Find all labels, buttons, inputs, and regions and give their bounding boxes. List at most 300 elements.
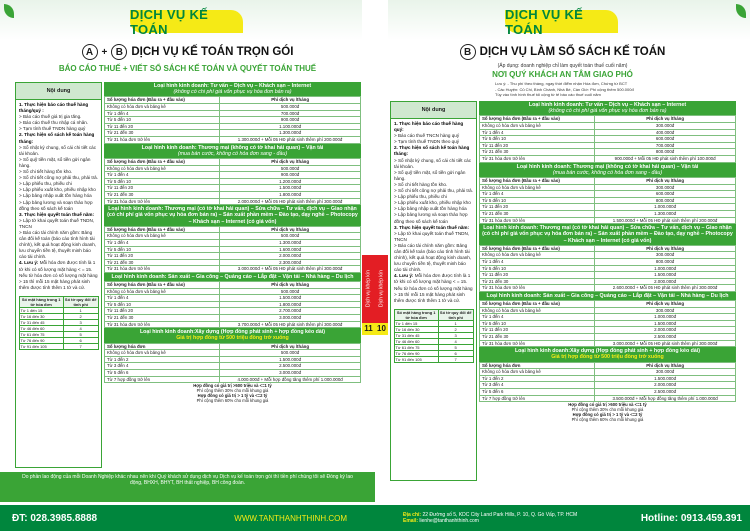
pricing-row xyxy=(105,117,361,124)
pricing-section xyxy=(479,292,736,347)
content-line xyxy=(394,121,473,133)
content-line xyxy=(394,231,473,243)
pricing-cell: Không có hóa đơn và bảng kê xyxy=(105,350,220,357)
content-text: > Sổ chi tiết công nợ phải thu, phải trả. xyxy=(19,175,98,181)
section-title xyxy=(104,205,361,226)
pricing-row xyxy=(105,321,361,328)
mini-cell: Từ 1 đến 15 xyxy=(394,320,438,326)
content-text: > Tạm tính thuế TNDN theo quý xyxy=(394,139,460,145)
content-line xyxy=(394,158,473,170)
pricing-cell: 2.000.000đ xyxy=(595,327,736,334)
mini-cell: Từ 46 đến 60 xyxy=(394,338,438,344)
content-line xyxy=(394,212,473,224)
note-line: - Các Huyện: Củ Chi, Bình Chánh, Nhà Bè, Cần Giờ: Phí cộng thêm 500.000đ xyxy=(495,86,634,92)
section-heading xyxy=(0,44,375,60)
content-line xyxy=(394,243,473,273)
side-tab: Dịch vụ khép kín xyxy=(362,255,375,323)
pricing-row xyxy=(480,258,736,265)
mini-cell: 2 xyxy=(63,313,98,319)
footnote-line: Hợp đồng có giá trị > 1 tỷ và <=2 tỷ xyxy=(197,393,268,399)
pricing-cell: Từ 11 đến 20 xyxy=(480,142,595,149)
content-text: > Sổ chi tiết hàng tồn kho. xyxy=(394,181,448,187)
pricing-row xyxy=(105,301,361,308)
pricing-tables xyxy=(479,101,736,481)
pricing-cell: Từ 5 đến 10 xyxy=(105,246,220,253)
pricing-header: Số lượng hóa đơn xyxy=(105,343,220,350)
section-title xyxy=(479,347,736,361)
section-title xyxy=(104,82,361,96)
pricing-cell: 3.700.000đ + Mỗi 05 HĐ phát sinh thêm phí 300.000đ xyxy=(220,321,361,328)
footnote-line: Phí cộng thêm 60% cho mỗi khung giá xyxy=(571,417,644,423)
pricing-cell: 1.800.000đ xyxy=(220,191,361,198)
pricing-row xyxy=(480,369,736,376)
footer xyxy=(0,505,375,531)
pricing-section xyxy=(104,273,361,328)
section-title-text: Loại hình kinh doanh: Thương mại (có tờ khai hải quan) – Sửa chữa – Tư vấn, dịch vụ – Giao nhận (có chi phí giá vốn phục vụ hóa đơn bán ra) – Sản xuất phần mềm – Đào tạo, dạy nghề – Photocopy – Khách sạn – Internet (có giá vốn) xyxy=(482,225,733,244)
mini-cell: Từ 61 đến 75 xyxy=(19,331,63,337)
pricing-row xyxy=(480,210,736,217)
section-title xyxy=(104,273,361,281)
pricing-cell: 800.000đ xyxy=(595,197,736,204)
pricing-table xyxy=(479,177,736,224)
pricing-cell: 800.000đ xyxy=(595,149,736,156)
pricing-cell: Từ 11 đến 20 xyxy=(105,308,220,315)
mini-cell: 4 xyxy=(438,338,473,344)
section-note: (không có chi phí giá vốn phục vụ hóa đơn bán ra) xyxy=(173,89,292,96)
mini-cell: 1 xyxy=(63,307,98,313)
pricing-header: Số lượng hóa đơn (Đầu ra + đầu vào) xyxy=(480,245,595,252)
pricing-cell: 500.000đ xyxy=(220,350,361,357)
pricing-cell: 1.300.000đ xyxy=(595,210,736,217)
mini-cell: 3 xyxy=(63,319,98,325)
pricing-cell: 4.000.000đ + Mỗi hợp đồng tăng thêm phí 1.000.000đ xyxy=(220,376,361,383)
pricing-cell: 300.000đ xyxy=(595,369,736,376)
pricing-row xyxy=(105,233,361,240)
pricing-cell: Từ 1 đến 4 xyxy=(480,258,595,265)
pricing-cell: 500.000đ xyxy=(220,104,361,111)
content-bold: 4. Lưu ý: xyxy=(19,260,39,266)
pricing-cell: 2.500.000đ xyxy=(220,363,361,370)
pricing-cell: Từ 21 đến 30 xyxy=(105,259,220,266)
pricing-cell: Từ 5 đến 10 xyxy=(105,117,220,124)
content-text xyxy=(391,119,476,306)
content-text: > Sổ chi tiết hàng tồn kho. xyxy=(19,169,73,175)
pricing-row xyxy=(105,315,361,322)
content-text: > Lập bảng lương và soạn thảo hợp đồng theo số sách kế toán xyxy=(19,199,93,211)
content-text: > Lập tờ khai quyết toán thuế TNDN, TNCN xyxy=(394,230,470,242)
pricing-row xyxy=(480,136,736,143)
contact-info xyxy=(375,512,577,525)
pricing-cell: Từ 11 đến 20 xyxy=(480,204,595,211)
content-bold: 1. Thực hiện báo cáo thuế hàng tháng/quý : xyxy=(19,102,89,114)
pricing-cell: Từ 21 đến 30 xyxy=(480,210,595,217)
pricing-header: Số lượng hóa đơn xyxy=(480,362,595,369)
content-line xyxy=(19,260,98,290)
plus-sign: + xyxy=(101,46,108,58)
pricing-cell: Từ 1 đến 4 xyxy=(480,129,595,136)
pricing-row xyxy=(105,185,361,192)
pricing-row xyxy=(105,370,361,377)
content-text: > Báo cáo tài chính năm gồm: Bảng cân đối kế toán (báo cáo tình hình tài chính), kết quả hoạt động kinh doanh, lưu chuyển tiền tệ, thuyết minh báo cáo tài chính. xyxy=(19,229,97,260)
pricing-header: Phí dịch vụ /tháng xyxy=(595,245,736,252)
pricing-header-row xyxy=(480,116,736,123)
content-column xyxy=(390,101,477,481)
note-line: Lưu ý: - Thu phí theo tháng, ngay thời điểm nhận Hóa đơn, Chứng từ BCT xyxy=(495,81,628,86)
pricing-cell: Từ 1 đến 4 xyxy=(480,191,595,198)
badge-b: B xyxy=(460,44,476,60)
pricing-cell: Từ 31 hóa đơn trở lên xyxy=(480,340,595,347)
banner-title: DỊCH VỤ KẾ TOÁN xyxy=(130,6,209,37)
notes xyxy=(495,81,634,98)
content-text: > Sổ quỹ tiền mặt, sổ tiền gửi ngân hàng. xyxy=(394,169,466,181)
pricing-cell: 300.000đ xyxy=(595,252,736,259)
pricing-cell: Từ 21 đến 30 xyxy=(480,149,595,156)
pricing-row xyxy=(105,198,361,205)
conversion-table xyxy=(19,296,99,350)
side-tab: Dịch vụ khép kín xyxy=(375,255,388,323)
pricing-cell: Từ 3 đến 4 xyxy=(105,363,220,370)
mini-cell: 3 xyxy=(438,332,473,338)
pricing-header: Phí dịch vụ /tháng xyxy=(220,226,361,233)
pricing-row xyxy=(480,191,736,198)
mini-cell: Từ 16 đến 30 xyxy=(394,326,438,332)
mini-cell: 6 xyxy=(63,337,98,343)
mini-cell: Từ 1 đến 15 xyxy=(19,307,63,313)
pricing-section xyxy=(104,328,361,383)
content-text: > Lập phiếu xuất kho, phiếu nhập kho xyxy=(394,200,471,206)
pricing-row xyxy=(105,172,361,179)
pricing-row xyxy=(480,155,736,162)
pricing-header: Phí dịch vụ /tháng xyxy=(595,177,736,184)
mini-cell: Từ 76 đến 90 xyxy=(19,337,63,343)
footnote-line: Hợp đồng có giá trị >500 triệu và <=1 tỷ xyxy=(568,402,647,408)
bottom-note xyxy=(0,472,375,502)
pricing-cell: 1.600.000đ xyxy=(220,246,361,253)
pricing-cell: 2.600.000đ + Mỗi 05 HĐ phát sinh thêm phí 300.000đ xyxy=(595,285,736,292)
pricing-row xyxy=(105,376,361,383)
pricing-header: Phí dịch vụ /tháng xyxy=(595,116,736,123)
pricing-cell: 500.000đ xyxy=(220,233,361,240)
pricing-row xyxy=(480,265,736,272)
pricing-cell: Từ 7 hợp đồng trở lên xyxy=(105,376,220,383)
content-bold: 4. Lưu ý: xyxy=(394,273,414,279)
footnote-line: Phí cộng thêm 60% cho mỗi khung giá xyxy=(196,398,269,404)
pricing-content xyxy=(390,101,736,481)
mini-cell: Từ 76 đến 90 xyxy=(394,350,438,356)
pricing-row xyxy=(480,320,736,327)
content-text: > Báo cáo tài chính năm gồm: Bảng cân đối kế toán (báo cáo tình hình tài chính), kết quả hoạt động kinh doanh, lưu chuyển tiền tệ, thuyết minh báo cáo tài chính. xyxy=(394,242,472,273)
pricing-header-row xyxy=(105,158,361,165)
pricing-cell: 1.500.000đ xyxy=(595,272,736,279)
section-title xyxy=(104,144,361,158)
section-title-text: Loại hình kinh doanh: Sản xuất – Gia công – Quảng cáo – Lắp đặt – Vận tải – Nhà hàng – Du lịch xyxy=(486,292,729,299)
pricing-cell: Từ 21 đến 30 xyxy=(480,334,595,341)
pricing-cell: Từ 5 đến 10 xyxy=(105,301,220,308)
pricing-cell: Từ 21 đến 30 xyxy=(105,315,220,322)
pricing-row xyxy=(480,123,736,130)
pricing-cell: Từ 1 đến 4 xyxy=(105,239,220,246)
pricing-table xyxy=(104,226,361,273)
content-line xyxy=(19,102,98,114)
content-text: > Lập bảng lương và soạn thảo hợp đồng theo số sách kế toán xyxy=(394,212,468,224)
mini-cell: 5 xyxy=(63,331,98,337)
footnote-line: Phí cộng thêm 30% cho mỗi khung giá xyxy=(571,407,644,413)
section-title-text: Loại hình kinh doanh: Sản xuất – Gia công – Quảng cáo – Lắp đặt – Vận tải – Nhà hàng – Du lịch xyxy=(111,273,354,280)
pricing-cell: 400.000đ xyxy=(595,129,736,136)
footer xyxy=(375,505,750,531)
pricing-cell: 700.000đ xyxy=(220,110,361,117)
content-text: > Tạm tính thuế TNDN hàng quý xyxy=(19,126,86,132)
pricing-cell: 1.500.000đ xyxy=(220,295,361,302)
badge-a: A xyxy=(82,44,98,60)
pricing-table xyxy=(479,300,736,347)
pricing-cell: 2.000.000đ xyxy=(220,253,361,260)
pricing-cell: Từ 31 hóa đơn trở lên xyxy=(105,198,220,205)
content-bold: 3. Thực hiện quyết toán thuế năm: xyxy=(394,224,470,230)
right-page xyxy=(375,0,750,531)
pricing-cell: 700.000đ xyxy=(595,142,736,149)
pricing-cell: Từ 7 hợp đồng trở lên xyxy=(480,395,595,402)
pricing-cell: Không có hóa đơn và bảng kê xyxy=(480,307,595,314)
content-line xyxy=(394,170,473,182)
pricing-cell: Từ 11 đến 20 xyxy=(105,185,220,192)
pricing-cell: 1.800.000đ xyxy=(220,301,361,308)
pricing-cell: 500.000đ xyxy=(220,288,361,295)
pricing-row xyxy=(105,165,361,172)
content-text: > Lập phiếu thu, phiếu chi xyxy=(19,181,72,187)
pricing-row xyxy=(480,389,736,396)
pricing-header: Số lượng hóa đơn (Đầu ra + đầu vào) xyxy=(480,301,595,308)
pricing-row xyxy=(480,375,736,382)
mini-header-row xyxy=(19,296,98,307)
content-column xyxy=(15,82,102,468)
section-title xyxy=(479,292,736,300)
mini-cell: 2 xyxy=(438,326,473,332)
pricing-row xyxy=(105,308,361,315)
pricing-cell: Từ 21 đến 30 xyxy=(105,130,220,137)
footnotes xyxy=(104,383,361,403)
website-link[interactable]: WWW.TANTHANHTHINH.COM xyxy=(234,513,347,523)
pricing-table xyxy=(104,96,361,143)
pricing-section xyxy=(104,82,361,144)
pricing-header: Phí dịch vụ /tháng xyxy=(220,343,361,350)
pricing-row xyxy=(105,178,361,185)
pricing-row xyxy=(105,288,361,295)
content-text: > Báo cáo thuế giá trị gia tăng. xyxy=(19,114,82,120)
email-link[interactable]: lienhe@tanthanhthinh.com xyxy=(419,518,479,524)
pricing-row xyxy=(105,123,361,130)
pricing-header-row xyxy=(480,245,736,252)
pricing-row xyxy=(480,340,736,347)
pricing-header-row xyxy=(105,226,361,233)
address-label: Địa chỉ: xyxy=(403,511,422,518)
phone-number[interactable]: ĐT: 028.3985.8888 xyxy=(12,512,98,524)
banner xyxy=(130,6,243,37)
pricing-row xyxy=(105,136,361,143)
pricing-table xyxy=(479,245,736,292)
pricing-cell: Từ 5 đến 10 xyxy=(480,136,595,143)
pricing-row xyxy=(480,327,736,334)
pricing-cell: 800.000đ xyxy=(595,258,736,265)
pricing-cell: Từ 11 đến 20 xyxy=(105,123,220,130)
pricing-cell: Từ 1 đến 2 xyxy=(105,356,220,363)
content-bold: 3. Thực hiện quyết toán thuế năm: xyxy=(19,211,95,217)
pricing-table xyxy=(104,343,361,384)
pricing-header: Phí dịch vụ /tháng xyxy=(595,301,736,308)
mini-row xyxy=(19,343,98,349)
pricing-header-row xyxy=(105,282,361,289)
section-title-text: Loại hình kinh doanh: Thương mại (không có tờ khai hải quan) – Vận tải xyxy=(516,163,699,170)
mini-header: Số mặt hàng trong 1 tờ hóa đơn xyxy=(394,309,438,320)
pricing-row xyxy=(480,314,736,321)
content-line xyxy=(19,200,98,212)
content-header: Nội dung xyxy=(391,102,476,119)
mini-row xyxy=(394,356,473,362)
pricing-cell: 1.500.000đ xyxy=(220,356,361,363)
pricing-cell: Từ 31 hóa đơn trở lên xyxy=(480,285,595,292)
mini-cell: 4 xyxy=(63,325,98,331)
section-note: (mua bán cước, không có hóa đơn sang - đầu) xyxy=(177,150,288,157)
mini-cell: Từ 91 đến 105 xyxy=(19,343,63,349)
pricing-header-row xyxy=(480,362,736,369)
pricing-cell: 2.000.000đ xyxy=(595,278,736,285)
pricing-cell: Từ 31 hóa đơn trở lên xyxy=(480,217,595,224)
pricing-cell: Từ 5 đến 10 xyxy=(480,197,595,204)
pricing-cell: Từ 5 đến 6 xyxy=(480,389,595,396)
mini-header: Số tờ quy đổi để tính phí xyxy=(439,309,472,320)
pricing-cell: 500.000đ xyxy=(220,165,361,172)
section-title xyxy=(479,224,736,245)
content-line xyxy=(19,157,98,169)
pricing-table xyxy=(479,362,736,403)
pricing-cell: 1.500.000đ + Mỗi 05 HĐ phát sinh thêm phí 200.000đ xyxy=(595,217,736,224)
pricing-cell: 900.000đ xyxy=(220,117,361,124)
pricing-cell: Từ 21 đến 30 xyxy=(480,278,595,285)
content-text: > Lập bảng nhập xuất tồn hàng hóa xyxy=(394,206,467,212)
content-text: > Báo cáo thuế TNCN hàng quý xyxy=(394,133,460,139)
section-title-text: Loại hình kinh doanh: Thương mại (không có tờ khai hải quan) – Vận tải xyxy=(141,144,324,151)
section-title: DỊCH VỤ KẾ TOÁN TRỌN GÓI xyxy=(131,46,294,58)
mini-cell: Từ 16 đến 30 xyxy=(19,313,63,319)
section-title-text: Loại hình kinh doanh:Xây dựng (Hợp đồng phát sinh + hợp đồng kéo dài) xyxy=(514,348,701,355)
pricing-header: Số lượng hóa đơn (Đầu ra + đầu vào) xyxy=(105,226,220,233)
pricing-cell: Từ 31 hóa đơn trở lên xyxy=(105,136,220,143)
pricing-header: Phí dịch vụ /tháng xyxy=(220,282,361,289)
banner-title: DỊCH VỤ KẾ TOÁN xyxy=(505,6,584,37)
pricing-cell: Từ 31 hóa đơn trở lên xyxy=(105,321,220,328)
content-text: > Sổ nhật ký chung, sổ cái chi tiết các tài khoản. xyxy=(394,157,471,169)
pricing-cell: 3.000.000đ xyxy=(220,315,361,322)
pricing-cell: Không có hóa đơn và bảng kê xyxy=(105,104,220,111)
pricing-cell: Từ 3 đến 4 xyxy=(480,382,595,389)
pricing-header-row xyxy=(480,301,736,308)
hotline[interactable]: Hotline: 0913.459.391 xyxy=(640,512,742,524)
section-title xyxy=(479,163,736,177)
pricing-cell: 300.000đ xyxy=(595,184,736,191)
content-text: > Lập tờ khai quyết toán thuế TNDN, TNCN xyxy=(19,217,95,229)
section-title-text: Loại hình kinh doanh:Xây dựng (Hợp đồng phát sinh + hợp đồng kéo dài) xyxy=(139,329,326,336)
content-bold: 1. Thực hiện báo cáo thuế hàng quý: xyxy=(394,121,464,133)
pricing-row xyxy=(480,395,736,402)
pricing-row xyxy=(105,295,361,302)
email-label: Email: xyxy=(403,518,419,524)
banner xyxy=(505,6,618,37)
section-title: DỊCH VỤ LÀM SỔ SÁCH KẾ TOÁN xyxy=(479,46,666,58)
pricing-cell: 1.300.000đ xyxy=(220,239,361,246)
page-number: 10 xyxy=(375,323,388,335)
pricing-cell: Từ 1 đến 4 xyxy=(105,295,220,302)
pricing-header: Phí dịch vụ /tháng xyxy=(220,97,361,104)
pricing-cell: 1.000.000đ xyxy=(595,204,736,211)
pricing-row xyxy=(105,266,361,273)
pricing-section xyxy=(479,101,736,163)
pricing-cell: 900.000đ + Mỗi 05 HĐ phát sinh thêm phí 100.000đ xyxy=(595,155,736,162)
pricing-cell: 600.000đ xyxy=(595,191,736,198)
pricing-cell: 2.300.000đ xyxy=(220,259,361,266)
mini-cell: 7 xyxy=(63,343,98,349)
mini-cell: 6 xyxy=(438,350,473,356)
content-text: Mỗi hóa đơn được tính là 1 tờ khi có số lượng mặt hàng < = 15. Nếu từ hóa đơn có số lượng mặt hàng > 15 thì mỗi 15 mặt hàng phát sinh thêm được tính thêm 1 tờ và cứ. xyxy=(19,260,98,290)
pricing-row xyxy=(480,197,736,204)
pricing-row xyxy=(480,382,736,389)
mini-cell: Từ 61 đến 75 xyxy=(394,344,438,350)
pricing-cell: Từ 1 đến 4 xyxy=(480,314,595,321)
pricing-cell: Từ 1 đến 2 xyxy=(480,375,595,382)
address: 22 Đường số 5, KDC City Land Park Hills, P. 10, Q. Gò Vấp, TP. HCM xyxy=(422,511,578,518)
pricing-table xyxy=(104,158,361,205)
content-text: > Báo cáo thuế thu nhập cá nhân. xyxy=(19,120,89,126)
content-line xyxy=(19,230,98,260)
pricing-cell: Không có hóa đơn và bảng kê xyxy=(105,288,220,295)
pricing-section xyxy=(479,347,736,402)
section-note: Giá trị hợp đồng từ 500 triệu đồng trở xuống xyxy=(551,354,664,361)
pricing-cell: 3.000.000đ + Mỗi 05 HĐ phát sinh thêm phí 300.000đ xyxy=(220,266,361,273)
pricing-row xyxy=(480,278,736,285)
content-line xyxy=(394,145,473,157)
pricing-cell: Từ 11 đến 20 xyxy=(105,253,220,260)
pricing-cell: Từ 1 đến 4 xyxy=(105,110,220,117)
pricing-row xyxy=(105,246,361,253)
pricing-cell: Từ 31 hóa đơn trở lên xyxy=(480,155,595,162)
pricing-table xyxy=(479,115,736,162)
footnote-line: Hợp đồng có giá trị > 1 tỷ và <=2 tỷ xyxy=(572,412,643,418)
page-number: 11 xyxy=(362,323,375,335)
pricing-section xyxy=(479,163,736,225)
pricing-cell: Từ 5 đến 10 xyxy=(480,265,595,272)
section-title-text: Loại hình kinh doanh: Tư vấn – Dịch vụ – Khách sạn – Internet xyxy=(528,102,687,108)
pricing-header-row xyxy=(105,343,361,350)
pricing-cell: Không có hóa đơn và bảng kê xyxy=(480,123,595,130)
pricing-header-row xyxy=(105,97,361,104)
pricing-cell: 1.300.000đ + Mỗi 05 HĐ phát sinh thêm phí 200.000đ xyxy=(220,136,361,143)
pricing-cell: 2.000.000đ + Mỗi 05 HĐ phát sinh thêm phí 300.000đ xyxy=(220,198,361,205)
mini-cell: Từ 46 đến 60 xyxy=(19,325,63,331)
section-subtitle: NƠI QUÝ KHÁCH AN TÂM GIAO PHÓ xyxy=(492,70,633,79)
mini-cell: 7 xyxy=(438,356,473,362)
content-line xyxy=(394,273,473,303)
pricing-cell: Từ 11 đến 20 xyxy=(480,272,595,279)
mini-cell: Từ 31 đến 45 xyxy=(19,319,63,325)
pricing-cell: Từ 11 đến 20 xyxy=(480,327,595,334)
mini-header: Số tờ quy đổi để tính phí xyxy=(64,296,97,307)
pricing-cell: 600.000đ xyxy=(595,136,736,143)
content-text: > Lập bảng nhập xuất tồn hàng hóa xyxy=(19,193,92,199)
pricing-cell: Không có hóa đơn và bảng kê xyxy=(105,165,220,172)
footnote-line: Hợp đồng có giá trị >500 triệu và <=1 tỷ xyxy=(193,383,272,389)
pricing-section xyxy=(104,205,361,273)
pricing-header: Số lượng hóa đơn (Đầu ra + đầu vào) xyxy=(105,282,220,289)
section-title-text: Loại hình kinh doanh: Thương mại (có tờ khai hải quan) – Sửa chữa – Tư vấn, dịch vụ – Giao nhận (có chi phí giá vốn phục vụ hóa đơn bán ra) – Sản xuất phần mềm – Đào tạo, dạy nghề – Photocopy – Khách sạn – Internet (có giá vốn) xyxy=(107,206,358,225)
